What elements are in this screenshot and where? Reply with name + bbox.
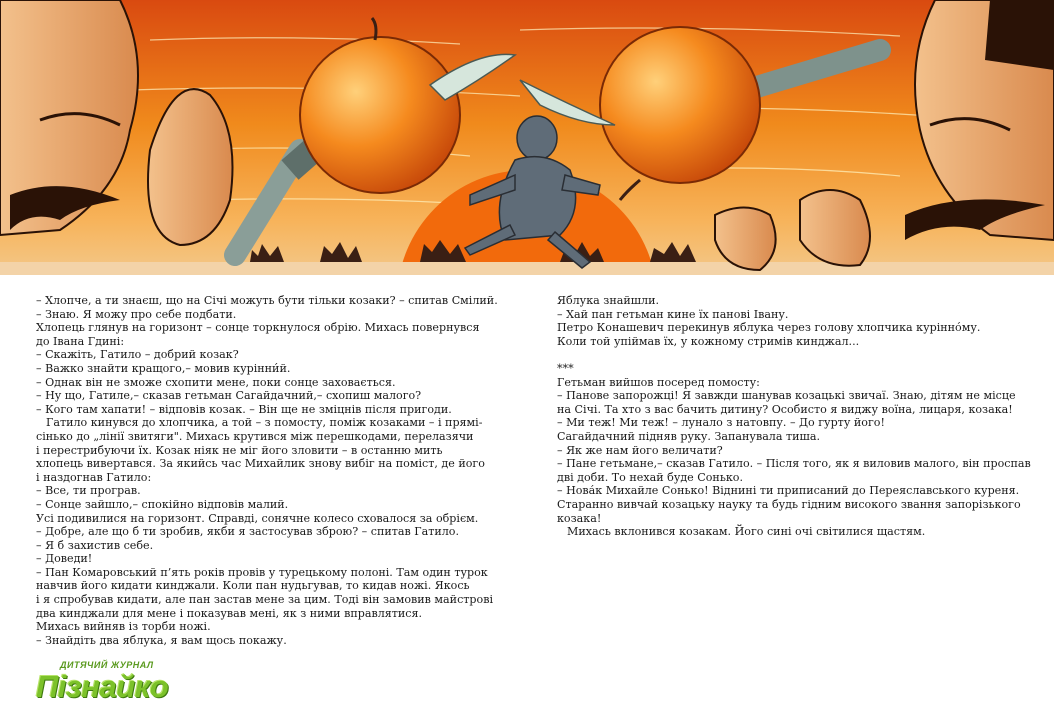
text-line: дві доби. То нехай буде Сонько. bbox=[557, 470, 744, 484]
text-line: Старанно вивчай козацьку науку та будь гідним високого звання запорізького bbox=[557, 497, 1021, 511]
text-line: – Добре, але що б ти зробив, якби я застосував зброю? – спитав Гатило. bbox=[36, 525, 460, 539]
magazine-logo bbox=[36, 660, 176, 706]
text-line: – Панове запорожці! Я завжди шанував козацькі звичаї. Знаю, дітям не місце bbox=[557, 389, 1016, 403]
text-line: хлопець вивертався. За якийсь час Михайлик знову вибіг на поміст, де його bbox=[36, 457, 485, 471]
story-text-right-column bbox=[557, 294, 1037, 539]
story-text-left-column bbox=[36, 294, 536, 647]
text-line: Усі подивилися на горизонт. Справді, сонячне колесо сховалося за обрієм. bbox=[36, 511, 479, 525]
text-line: – Хай пан гетьман кине їх панові Івану. bbox=[557, 307, 789, 321]
text-line: до Івана Гдині: bbox=[36, 334, 125, 348]
text-line: – Важко знайти кращого,– мовив курінни́й. bbox=[36, 361, 291, 375]
text-line: – Знаю. Я можу про себе подбати. bbox=[36, 307, 237, 321]
text-line: Гатило кинувся до хлопчика, а той – з помосту, поміж козаками – і прямі- bbox=[46, 416, 483, 430]
text-line: два кинджали для мене і показував мені, як з ними вправлятися. bbox=[36, 606, 423, 620]
cossacks-apples-illustration bbox=[0, 0, 1054, 275]
text-line bbox=[557, 348, 1037, 362]
text-line: козака! bbox=[557, 511, 602, 525]
text-line: – Як же нам його величати? bbox=[557, 443, 723, 457]
text-line: і я спробував кидати, але пан застав мене за цим. Тоді він замовив майстрові bbox=[36, 593, 493, 607]
text-line: – Доведи! bbox=[36, 552, 93, 566]
logo-name: Пізнайко bbox=[36, 669, 169, 704]
text-line: – Ну що, Гатиле,– сказав гетьман Сагайдачний,– схопиш малого? bbox=[36, 389, 422, 403]
text-line: – Сонце зайшло,– спокійно відповів малий. bbox=[36, 497, 289, 511]
text-line: Михась вийняв із торби ножі. bbox=[36, 620, 211, 634]
text-line: сінько до „лінії звитяги". Михась крутився між перешкодами, перелазячи bbox=[36, 429, 474, 443]
header-illustration bbox=[0, 0, 1054, 275]
horizon bbox=[0, 262, 1054, 275]
text-line: – Я б захистив себе. bbox=[36, 538, 154, 552]
text-line: на Січі. Та хто з вас бачить дитину? Особисто я виджу воїна, лицаря, козака! bbox=[557, 402, 1013, 416]
text-line: Сагайдачний підняв руку. Запанувала тиша. bbox=[557, 429, 820, 443]
left-apple bbox=[300, 37, 460, 193]
text-line: Петро Конашевич перекинув яблука через голову хлопчика курінно́му. bbox=[557, 321, 981, 335]
text-line: і перестрибуючи їх. Козак ніяк не міг його зловити – в останню мить bbox=[36, 443, 443, 457]
right-apple bbox=[600, 27, 760, 183]
text-line: – Нова́к Михайле Сонько! Віднині ти приписаний до Переяславського куреня. bbox=[557, 484, 1020, 498]
text-line: Коли той упіймав їх, у кожному стримів кинджал... bbox=[557, 334, 860, 348]
text-line: і наздогнав Гатило: bbox=[36, 470, 152, 484]
text-line: – Кого там хапати! – відповів козак. – Він ще не зміцнів після пригоди. bbox=[36, 402, 452, 416]
text-line: – Хлопче, а ти знаєш, що на Січі можуть бути тільки козаки? – спитав Смілий. bbox=[36, 294, 498, 307]
text-line: *** bbox=[557, 361, 574, 375]
text-line: – Знайдіть два яблука, я вам щось покажу. bbox=[36, 633, 287, 647]
text-line: – Пане гетьмане,– сказав Гатило. – Після того, як я виловив малого, він проспав bbox=[557, 457, 1031, 471]
text-line: Михась вклонився козакам. Його сині очі світилися щастям. bbox=[567, 525, 926, 539]
text-line: Хлопець глянув на горизонт – сонце торкнулося обрію. Михась повернувся bbox=[36, 321, 480, 335]
text-line: – Пан Комаровський п’ять років провів у турецькому полоні. Там один турок bbox=[36, 565, 488, 579]
text-line: Яблука знайшли. bbox=[557, 294, 660, 307]
text-line: Гетьман вийшов посеред помосту: bbox=[557, 375, 760, 389]
logo-tagline: ДИТЯЧИЙ ЖУРНАЛ bbox=[60, 660, 154, 670]
text-line: – Однак він не зможе схопити мене, поки сонце заховається. bbox=[36, 375, 396, 389]
text-line: – Скажіть, Гатило – добрий козак? bbox=[36, 348, 239, 362]
text-line: – Все, ти програв. bbox=[36, 484, 141, 498]
text-line: – Ми теж! Ми теж! – лунало з натовпу. – До гурту його! bbox=[557, 416, 885, 430]
text-line: навчив його кидати кинджали. Коли пан нудьгував, то кидав ножі. Якось bbox=[36, 579, 470, 593]
